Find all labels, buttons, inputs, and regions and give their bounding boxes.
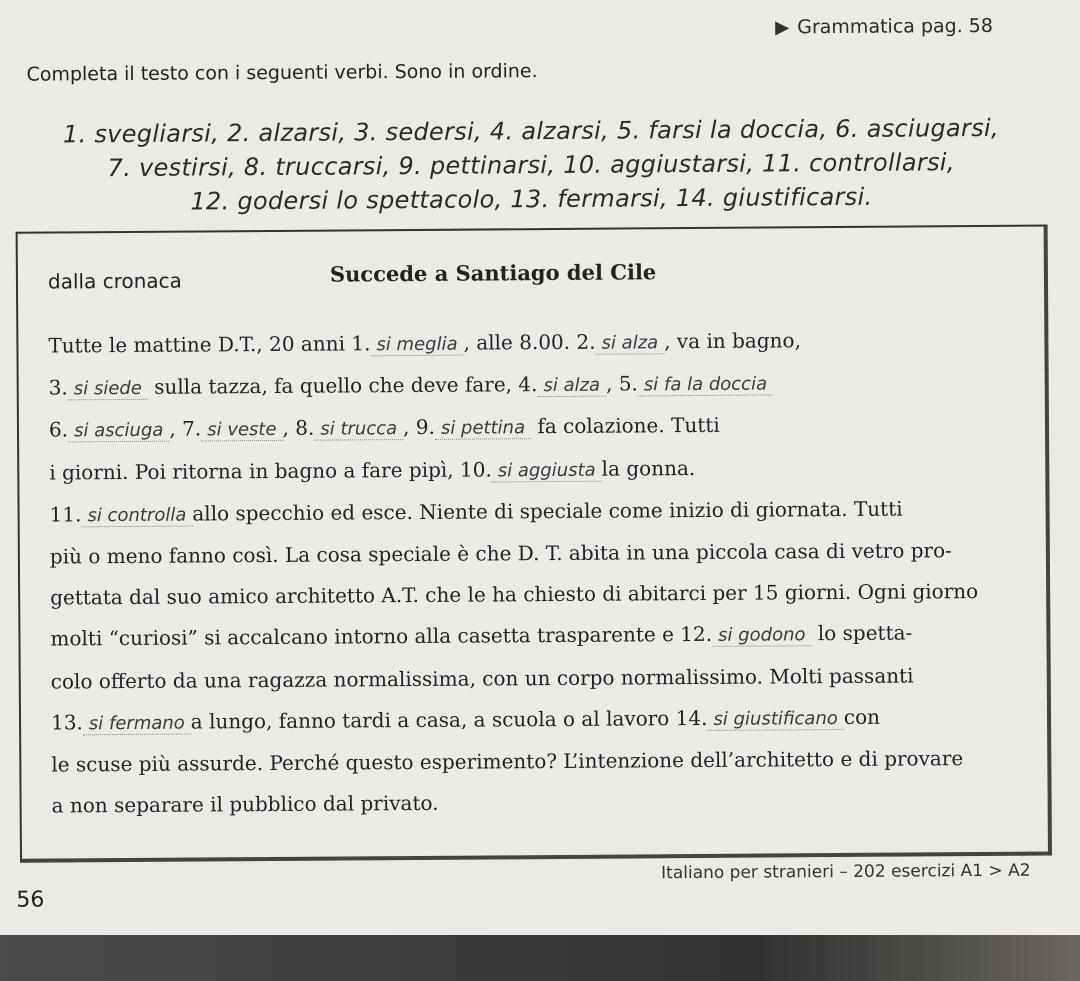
text: , alle 8.00. 2. (463, 329, 596, 355)
answer-9[interactable]: si pettina (435, 418, 531, 441)
story-text (48, 319, 1041, 827)
story-line: gettata dal suo amico architetto A.T. che le ha chiesto di abitarci per 15 giorni. Ogni giorno (50, 579, 979, 610)
verb-line-1: 1. svegliarsi, 2. alzarsi, 3. sedersi, 4. alzarsi, 5. farsi la doccia, 6. asciugarsi, (62, 113, 999, 149)
text: sulla tazza, fa quello che deve fare, 4. (154, 372, 538, 399)
text: 3. (48, 375, 68, 400)
text: , 5. (605, 371, 638, 396)
text: 11. (49, 502, 82, 527)
text: 6. (48, 417, 69, 442)
story-line (49, 445, 1039, 494)
story-line (48, 319, 1038, 368)
answer-1[interactable]: si meglia (370, 334, 463, 357)
story-title: Succede a Santiago del Cile (329, 259, 657, 287)
verb-list (41, 111, 1022, 220)
answer-4[interactable]: si alza (537, 375, 606, 397)
answer-7[interactable]: si veste (201, 419, 282, 442)
text: a lungo, fanno tardi a casa, a scuola o al lavoro 14. (190, 705, 708, 734)
answer-3[interactable]: si siede (68, 378, 148, 401)
story-line (51, 695, 1041, 744)
verb-line-3: 12. godersi lo spettacolo, 13. fermarsi, 14. giustificarsi. (190, 182, 873, 216)
answer-2[interactable]: si alza (595, 332, 664, 354)
text: i giorni. Poi ritorna in bagno a fare pipì, 10. (49, 457, 492, 485)
book-title: Italiano per stranieri – 202 esercizi A1 > A2 (661, 860, 1031, 884)
answer-5[interactable]: si fa la doccia (638, 374, 773, 397)
story-line: le scuse più assurde. Perché questo esperimento? L’intenzione dell’architetto e di provare (51, 746, 964, 777)
text: fa colazione. Tutti (537, 413, 720, 439)
instruction: Completa il testo con i seguenti verbi. Sono in ordine. (26, 60, 538, 86)
answer-6[interactable]: si asciuga (68, 420, 169, 443)
answer-12[interactable]: si godono (712, 625, 812, 648)
story-line (49, 361, 1039, 410)
source-label: dalla cronaca (47, 268, 182, 294)
answer-14[interactable]: si giustificano (707, 708, 844, 731)
story-line: più o meno fanno così. La cosa speciale è che D. T. abita in una piccola casa di vetro pro- (49, 538, 952, 569)
text: Tutte le mattine D.T., 20 anni 1. (48, 331, 371, 358)
reference-text: Grammatica pag. 58 (797, 14, 994, 39)
answer-11[interactable]: si controlla (81, 504, 192, 527)
text: con (843, 704, 881, 729)
text: allo specchio ed esce. Niente di speciale come inizio di giornata. Tutti (192, 496, 903, 526)
text: la gonna. (601, 455, 696, 481)
answer-8[interactable]: si trucca (314, 418, 403, 441)
exercise-box (16, 225, 1052, 863)
verb-line-2: 7. vestirsi, 8. truccarsi, 9. pettinarsi, 10. aggiustarsi, 11. controllarsi, (107, 148, 955, 183)
answer-10[interactable]: si aggiusta (492, 459, 602, 482)
arrow-right-icon (775, 21, 789, 35)
text: , 8. (282, 416, 315, 441)
text: , 7. (169, 416, 202, 442)
answer-13[interactable]: si fermano (83, 712, 191, 735)
text: lo spetta- (817, 620, 913, 646)
page-number: 56 (16, 887, 45, 913)
background-surface (0, 935, 1080, 981)
story-line (49, 403, 1039, 452)
text: 13. (50, 710, 83, 735)
text: , va in bagno, (664, 328, 801, 354)
story-line: a non separare il pubblico dal privato. (51, 791, 439, 818)
text: , 9. (403, 415, 435, 440)
story-line (50, 612, 1040, 661)
grammar-reference (775, 15, 993, 39)
story-line (49, 487, 1039, 536)
story-line: colo offerto da una ragazza normalissima, con un corpo normalissimo. Molti passanti (50, 663, 914, 694)
text: molti “curiosi” si accalcano intorno alla casetta trasparente e 12. (50, 622, 713, 651)
